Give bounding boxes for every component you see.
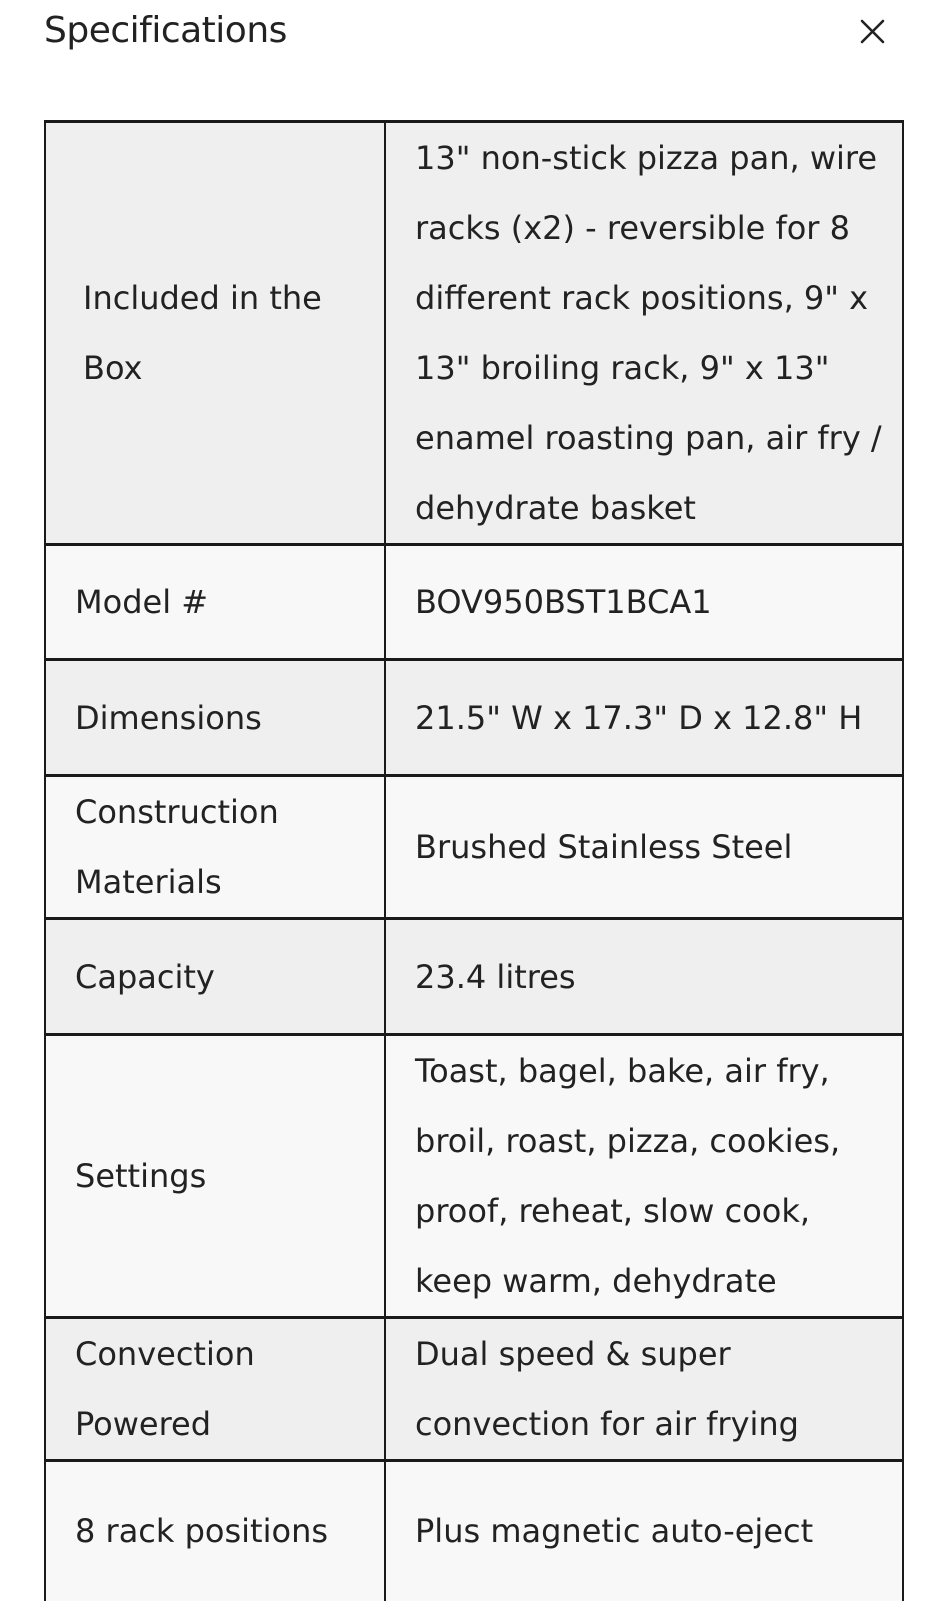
spec-row-capacity [45, 919, 903, 1035]
close-icon [852, 12, 892, 52]
spec-value: 13" non-stick pizza pan, wire racks (x2) - reversible for 8 different rack positions, 9" x 13" broiling rack, 9" x 13" enamel roasting pan, air fry / dehydrate basket [385, 122, 903, 545]
spec-label: Dimensions [45, 660, 385, 776]
spec-label: Included in the Box [45, 122, 385, 545]
spec-value: 23.4 litres [385, 919, 903, 1035]
spec-label: Model # [45, 545, 385, 660]
spec-value: Toast, bagel, bake, air fry, broil, roast, pizza, cookies, proof, reheat, slow cook, keep warm, dehydrate [385, 1035, 903, 1318]
close-button[interactable] [852, 12, 892, 52]
spec-value: Brushed Stainless Steel [385, 776, 903, 919]
spec-row-rack-positions [45, 1461, 903, 1601]
dialog-header [0, 0, 947, 70]
spec-value: Dual speed & super convection for air frying [385, 1318, 903, 1461]
spec-label: Capacity [45, 919, 385, 1035]
spec-row-settings [45, 1035, 903, 1318]
spec-row-model [45, 545, 903, 660]
page-title: Specifications [44, 10, 287, 51]
spec-label: Convection Powered [45, 1318, 385, 1461]
specifications-table [44, 120, 904, 1601]
spec-value: 21.5" W x 17.3" D x 12.8" H [385, 660, 903, 776]
spec-label: Settings [45, 1035, 385, 1318]
spec-row-construction [45, 776, 903, 919]
spec-label: Construction Materials [45, 776, 385, 919]
spec-row-convection [45, 1318, 903, 1461]
spec-row-included-in-box [45, 122, 903, 545]
spec-value: Plus magnetic auto-eject [385, 1461, 903, 1601]
spec-row-dimensions [45, 660, 903, 776]
spec-value: BOV950BST1BCA1 [385, 545, 903, 660]
spec-label: 8 rack positions [45, 1461, 385, 1601]
